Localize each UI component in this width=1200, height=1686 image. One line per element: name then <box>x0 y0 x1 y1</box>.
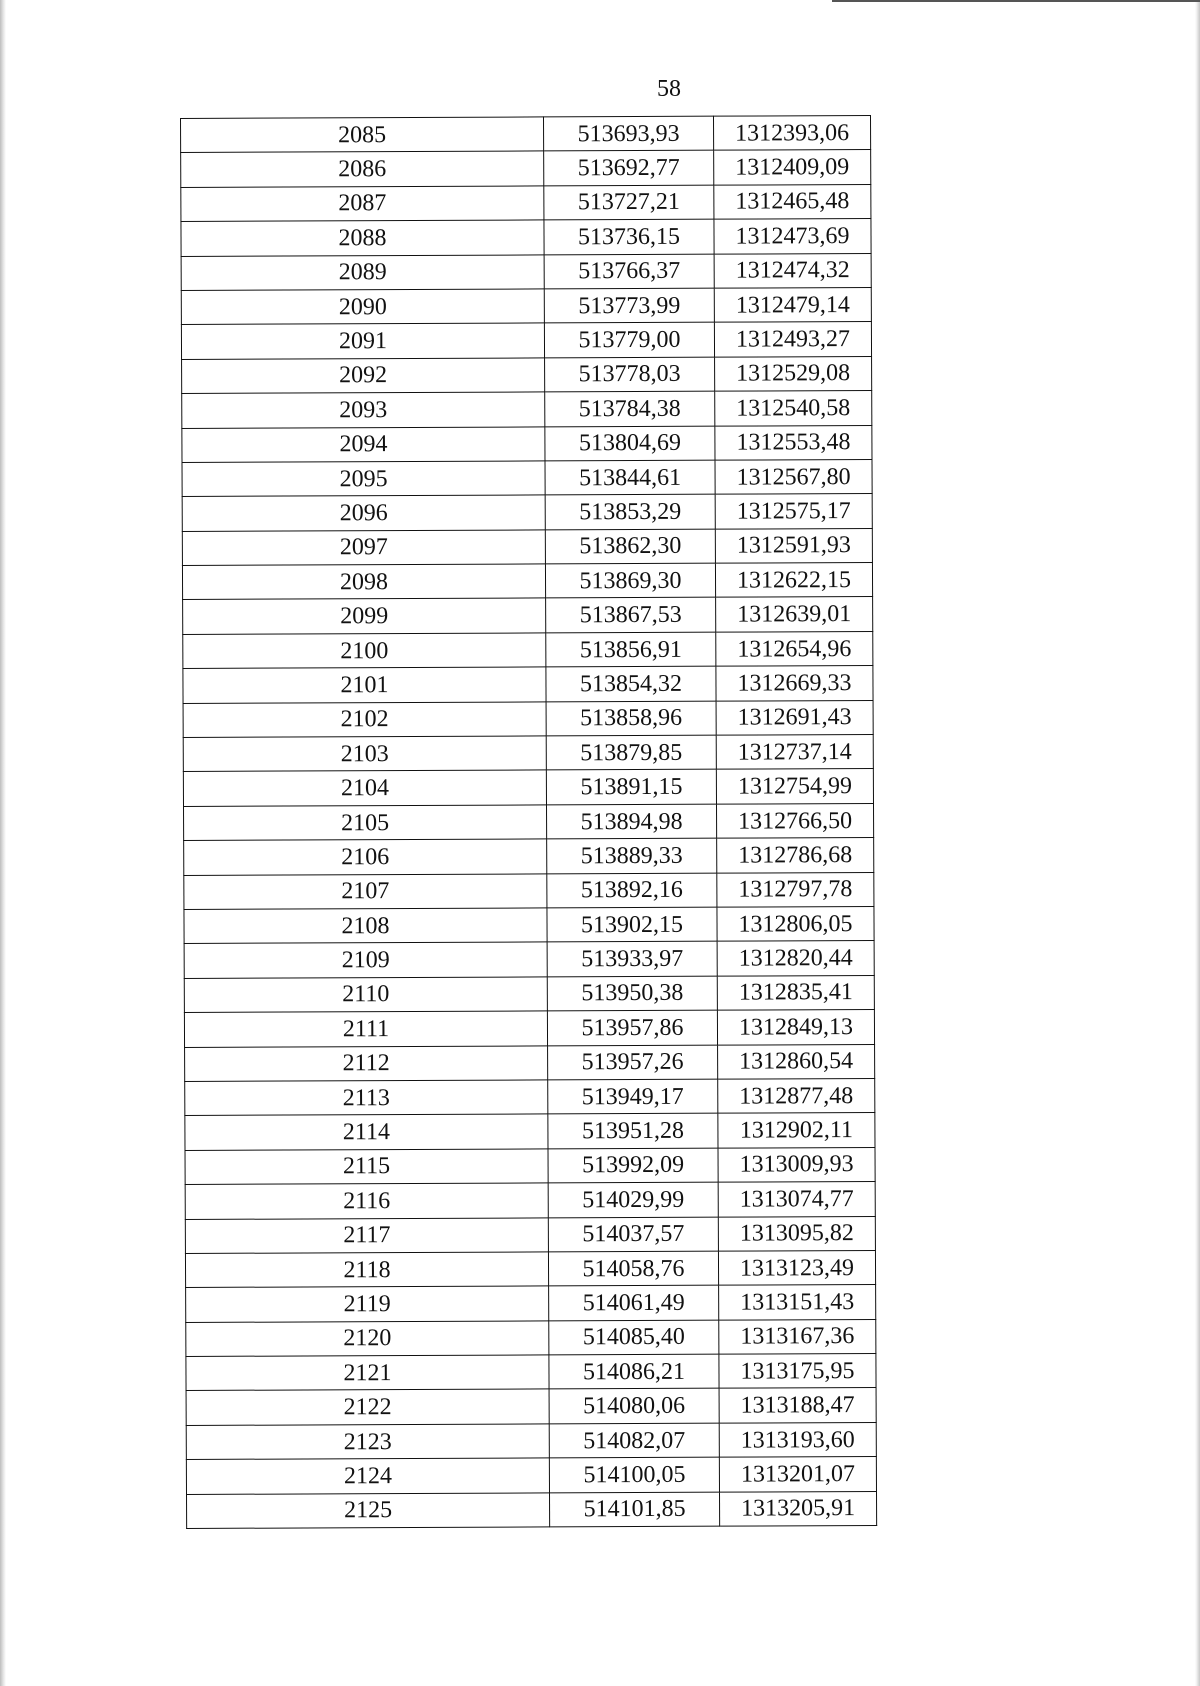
x-coordinate-cell: 513957,26 <box>548 1045 718 1080</box>
x-coordinate-cell: 514061,49 <box>549 1285 719 1320</box>
point-number-cell: 2104 <box>183 770 546 806</box>
scan-edge-right <box>1195 0 1200 1686</box>
table-row <box>186 1388 876 1425</box>
x-coordinate-cell: 513727,21 <box>544 185 714 220</box>
x-coordinate-cell: 514058,76 <box>548 1251 718 1286</box>
point-number-cell: 2121 <box>186 1355 549 1391</box>
y-coordinate-cell: 1312529,08 <box>715 356 872 391</box>
table-row <box>183 631 873 668</box>
x-coordinate-cell: 513766,37 <box>544 254 714 289</box>
point-number-cell: 2096 <box>182 495 545 531</box>
point-number-cell: 2089 <box>181 254 544 290</box>
point-number-cell: 2117 <box>185 1217 548 1253</box>
x-coordinate-cell: 513773,99 <box>544 288 714 323</box>
y-coordinate-cell: 1312902,11 <box>718 1113 875 1148</box>
table-row <box>186 1457 876 1494</box>
x-coordinate-cell: 513869,30 <box>545 563 715 598</box>
x-coordinate-cell: 514029,99 <box>548 1182 718 1217</box>
x-coordinate-cell: 513933,97 <box>547 942 717 977</box>
x-coordinate-cell: 513951,28 <box>548 1113 718 1148</box>
x-coordinate-cell: 513957,86 <box>547 1010 717 1045</box>
table-row <box>184 975 874 1012</box>
point-number-cell: 2107 <box>184 874 547 910</box>
x-coordinate-cell: 513804,69 <box>545 426 715 461</box>
table-row <box>181 287 871 324</box>
table-row <box>185 1044 875 1081</box>
x-coordinate-cell: 513894,98 <box>546 804 716 839</box>
table-row <box>186 1319 876 1356</box>
x-coordinate-cell: 513692,77 <box>544 151 714 186</box>
scan-top-line <box>832 0 1200 2</box>
y-coordinate-cell: 1312849,13 <box>717 1010 874 1045</box>
y-coordinate-cell: 1312766,50 <box>716 803 873 838</box>
table-row <box>185 1078 875 1115</box>
x-coordinate-cell: 513844,61 <box>545 460 715 495</box>
point-number-cell: 2106 <box>184 839 547 875</box>
x-coordinate-cell: 514101,85 <box>550 1492 720 1527</box>
y-coordinate-cell: 1312797,78 <box>717 872 874 907</box>
y-coordinate-cell: 1312591,93 <box>715 528 872 563</box>
point-number-cell: 2124 <box>186 1458 549 1494</box>
scan-edge-left <box>0 0 6 1686</box>
y-coordinate-cell: 1312691,43 <box>716 700 873 735</box>
point-number-cell: 2112 <box>185 1045 548 1081</box>
point-number-cell: 2094 <box>182 426 545 462</box>
table-row <box>183 666 873 703</box>
point-number-cell: 2115 <box>185 1149 548 1185</box>
table-row <box>182 391 872 428</box>
x-coordinate-cell: 513867,53 <box>546 598 716 633</box>
coordinates-table <box>180 115 877 1529</box>
table-row <box>186 1285 876 1322</box>
point-number-cell: 2111 <box>184 1011 547 1047</box>
table-row <box>183 735 873 772</box>
y-coordinate-cell: 1312737,14 <box>716 735 873 770</box>
x-coordinate-cell: 513902,15 <box>547 907 717 942</box>
x-coordinate-cell: 513879,85 <box>546 735 716 770</box>
table-row <box>186 1354 876 1391</box>
table-row <box>183 769 873 806</box>
x-coordinate-cell: 513862,30 <box>545 529 715 564</box>
y-coordinate-cell: 1312553,48 <box>715 425 872 460</box>
x-coordinate-cell: 513853,29 <box>545 494 715 529</box>
point-number-cell: 2091 <box>181 323 544 359</box>
y-coordinate-cell: 1313201,07 <box>719 1457 876 1492</box>
table-row <box>185 1216 875 1253</box>
x-coordinate-cell: 514086,21 <box>549 1354 719 1389</box>
y-coordinate-cell: 1312540,58 <box>715 391 872 426</box>
point-number-cell: 2120 <box>186 1321 549 1357</box>
table-row <box>181 253 871 290</box>
point-number-cell: 2098 <box>182 564 545 600</box>
table-row <box>184 906 874 943</box>
table-row <box>181 115 871 152</box>
point-number-cell: 2110 <box>184 977 547 1013</box>
x-coordinate-cell: 513778,03 <box>545 357 715 392</box>
x-coordinate-cell: 513854,32 <box>546 666 716 701</box>
table-row <box>184 838 874 875</box>
table-row <box>183 700 873 737</box>
y-coordinate-cell: 1312393,06 <box>713 115 870 150</box>
table-row <box>185 1147 875 1184</box>
table-row <box>185 1250 875 1287</box>
point-number-cell: 2113 <box>185 1080 548 1116</box>
y-coordinate-cell: 1313167,36 <box>719 1319 876 1354</box>
y-coordinate-cell: 1312567,80 <box>715 459 872 494</box>
y-coordinate-cell: 1313188,47 <box>719 1388 876 1423</box>
point-number-cell: 2101 <box>183 667 546 703</box>
point-number-cell: 2103 <box>183 736 546 772</box>
x-coordinate-cell: 513693,93 <box>543 116 713 151</box>
y-coordinate-cell: 1312474,32 <box>714 253 871 288</box>
y-coordinate-cell: 1312639,01 <box>716 597 873 632</box>
table-row <box>184 803 874 840</box>
y-coordinate-cell: 1312820,44 <box>717 941 874 976</box>
x-coordinate-cell: 513949,17 <box>548 1079 718 1114</box>
table-row <box>181 219 871 256</box>
y-coordinate-cell: 1313193,60 <box>719 1422 876 1457</box>
point-number-cell: 2116 <box>185 1183 548 1219</box>
y-coordinate-cell: 1312654,96 <box>716 631 873 666</box>
point-number-cell: 2087 <box>181 186 544 222</box>
point-number-cell: 2118 <box>185 1252 548 1288</box>
point-number-cell: 2090 <box>181 289 544 325</box>
table-row <box>186 1422 876 1459</box>
y-coordinate-cell: 1313123,49 <box>718 1250 875 1285</box>
y-coordinate-cell: 1313175,95 <box>719 1354 876 1389</box>
point-number-cell: 2095 <box>182 461 545 497</box>
x-coordinate-cell: 513736,15 <box>544 219 714 254</box>
point-number-cell: 2102 <box>183 702 546 738</box>
y-coordinate-cell: 1312835,41 <box>717 975 874 1010</box>
table-row <box>184 941 874 978</box>
table-row <box>185 1182 875 1219</box>
point-number-cell: 2093 <box>182 392 545 428</box>
x-coordinate-cell: 514037,57 <box>548 1217 718 1252</box>
y-coordinate-cell: 1312409,09 <box>714 150 871 185</box>
y-coordinate-cell: 1313151,43 <box>719 1285 876 1320</box>
point-number-cell: 2086 <box>181 151 544 187</box>
coordinates-table-body <box>181 115 877 1528</box>
y-coordinate-cell: 1313095,82 <box>718 1216 875 1251</box>
table-row <box>184 872 874 909</box>
x-coordinate-cell: 513779,00 <box>544 323 714 358</box>
point-number-cell: 2123 <box>186 1424 549 1460</box>
point-number-cell: 2105 <box>184 805 547 841</box>
y-coordinate-cell: 1312575,17 <box>715 494 872 529</box>
y-coordinate-cell: 1312669,33 <box>716 666 873 701</box>
table-row <box>182 425 872 462</box>
table-row <box>181 184 871 221</box>
table-row <box>183 597 873 634</box>
x-coordinate-cell: 514085,40 <box>549 1320 719 1355</box>
y-coordinate-cell: 1312493,27 <box>714 322 871 357</box>
y-coordinate-cell: 1313009,93 <box>718 1147 875 1182</box>
y-coordinate-cell: 1312622,15 <box>715 563 872 598</box>
point-number-cell: 2122 <box>186 1389 549 1425</box>
table-row <box>182 528 872 565</box>
x-coordinate-cell: 513992,09 <box>548 1148 718 1183</box>
point-number-cell: 2125 <box>187 1493 550 1529</box>
table-row <box>181 150 871 187</box>
y-coordinate-cell: 1312877,48 <box>718 1078 875 1113</box>
y-coordinate-cell: 1312479,14 <box>714 287 871 322</box>
y-coordinate-cell: 1313074,77 <box>718 1182 875 1217</box>
point-number-cell: 2097 <box>182 530 545 566</box>
point-number-cell: 2088 <box>181 220 544 256</box>
x-coordinate-cell: 513950,38 <box>547 976 717 1011</box>
point-number-cell: 2108 <box>184 908 547 944</box>
x-coordinate-cell: 514100,05 <box>549 1457 719 1492</box>
table-row <box>182 563 872 600</box>
x-coordinate-cell: 513858,96 <box>546 701 716 736</box>
y-coordinate-cell: 1312465,48 <box>714 184 871 219</box>
point-number-cell: 2100 <box>183 633 546 669</box>
table-row <box>185 1113 875 1150</box>
y-coordinate-cell: 1312754,99 <box>716 769 873 804</box>
point-number-cell: 2099 <box>183 598 546 634</box>
point-number-cell: 2085 <box>181 117 544 153</box>
x-coordinate-cell: 513856,91 <box>546 632 716 667</box>
point-number-cell: 2109 <box>184 942 547 978</box>
y-coordinate-cell: 1312473,69 <box>714 219 871 254</box>
y-coordinate-cell: 1313205,91 <box>719 1491 876 1526</box>
x-coordinate-cell: 513784,38 <box>545 391 715 426</box>
y-coordinate-cell: 1312806,05 <box>717 906 874 941</box>
point-number-cell: 2119 <box>186 1286 549 1322</box>
table-row <box>184 1010 874 1047</box>
table-row <box>187 1491 877 1528</box>
table-row <box>182 459 872 496</box>
y-coordinate-cell: 1312860,54 <box>718 1044 875 1079</box>
x-coordinate-cell: 513891,15 <box>546 770 716 805</box>
table-row <box>181 322 871 359</box>
point-number-cell: 2092 <box>182 358 545 394</box>
x-coordinate-cell: 514082,07 <box>549 1423 719 1458</box>
x-coordinate-cell: 513892,16 <box>547 873 717 908</box>
x-coordinate-cell: 513889,33 <box>547 838 717 873</box>
x-coordinate-cell: 514080,06 <box>549 1389 719 1424</box>
y-coordinate-cell: 1312786,68 <box>717 838 874 873</box>
table-row <box>182 356 872 393</box>
page-number: 58 <box>657 76 681 102</box>
table-row <box>182 494 872 531</box>
point-number-cell: 2114 <box>185 1114 548 1150</box>
